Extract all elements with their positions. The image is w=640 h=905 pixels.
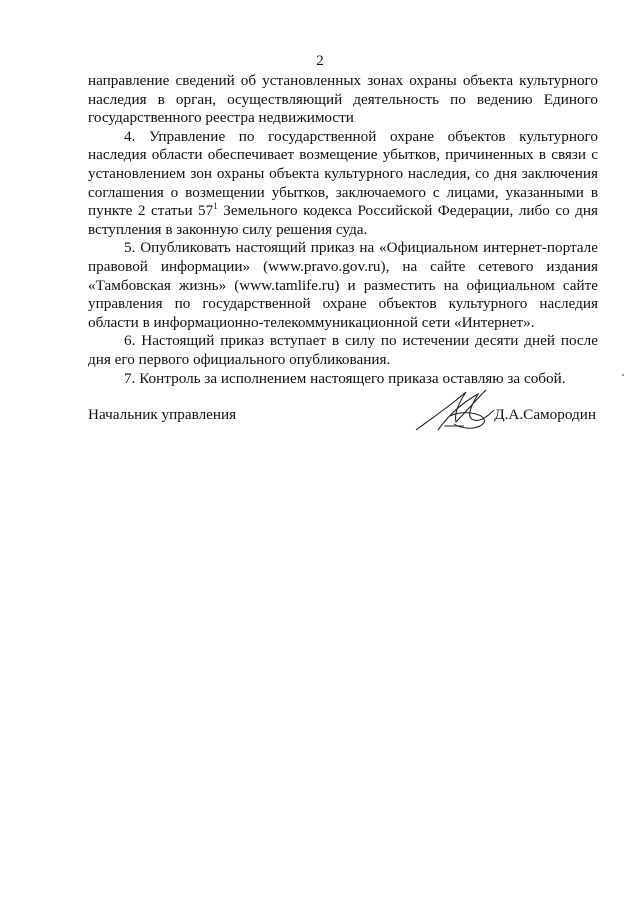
- position-title: Начальник управления: [88, 406, 237, 423]
- signer-name: Д.А.Самородин: [494, 406, 596, 423]
- page-number: 2: [316, 53, 324, 69]
- paragraph-4: [88, 128, 598, 240]
- paragraph-4-text: 4. Управление по государственной охране объектов культурного наследия области обеспечивает возмещение убытков, причиненных в связи с установлением зон охраны объекта культурного наследия, со дня заключения соглашения о возмещении убытков, заключаемого с лицами, указанными в пункте 2 статьи 57: [88, 127, 598, 220]
- signature-block: [88, 402, 598, 432]
- paragraph-6: 6. Настоящий приказ вступает в силу по истечении десяти дней после дня его первого официального опубликования.: [88, 332, 598, 368]
- paragraph-4-text-end: Земельного кодекса Российской Федерации, либо со дня вступления в законную силу решения суда.: [88, 202, 598, 238]
- scan-dot: [622, 374, 624, 376]
- paragraph-7: 7. Контроль за исполнением настоящего приказа оставляю за собой.: [124, 369, 566, 387]
- superscript-1: 1: [213, 201, 218, 212]
- paragraph-5: 5. Опубликовать настоящий приказ на «Официальном интернет-портале правовой информации» (www.pravo.gov.ru), на сайте сетевого издания «Тамбовская жизнь» (www.tamlife.ru) и разместить на официальном сайте управления по государственной охране объектов культурного наследия области в информационно-телекоммуникационной сети «Интернет».: [88, 239, 598, 331]
- handwritten-signature: [414, 386, 498, 434]
- document-body: [88, 72, 598, 388]
- paragraph-3-continuation: направление сведений об установленных зонах охраны объекта культурного наследия в орган, осуществляющий деятельность по ведению Единого государственного реестра недвижимости: [88, 72, 598, 127]
